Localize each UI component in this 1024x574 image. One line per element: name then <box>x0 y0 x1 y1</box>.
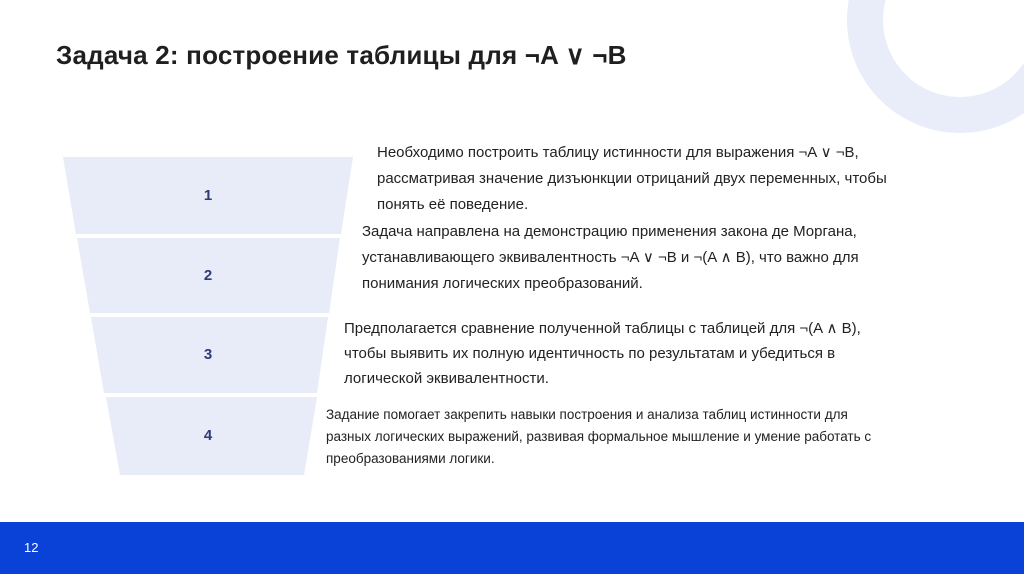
slide-title: Задача 2: построение таблицы для ¬A ∨ ¬B <box>56 40 627 70</box>
funnel-label-2: 2 <box>203 267 213 284</box>
page-number: 12 <box>24 540 39 555</box>
funnel-label-3: 3 <box>203 346 213 363</box>
description-3: Предполагается сравнение полученной таблицы с таблицей для ¬(A ∧ B), чтобы выявить их полную идентичность по результатам и убедиться в логической эквивалентности. <box>344 320 861 387</box>
footer-bar <box>0 522 1024 574</box>
funnel-label-4: 4 <box>203 427 213 444</box>
description-4: Задание помогает закрепить навыки построения и анализа таблиц истинности для разных логических выражений, развивая формальное мышление и умение работать с преобразованиями логики. <box>326 407 872 466</box>
description-2: Задача направлена на демонстрацию применения закона де Моргана, устанавливающего эквивалентность ¬A ∨ ¬B и ¬(A ∧ B), что важно для понимания логических преобразований. <box>362 223 859 292</box>
funnel-label-1: 1 <box>203 187 213 204</box>
description-1: Необходимо построить таблицу истинности для выражения ¬A ∨ ¬B, рассматривая значение дизъюнкции отрицаний двух переменных, чтобы понять её поведение. <box>377 144 887 213</box>
